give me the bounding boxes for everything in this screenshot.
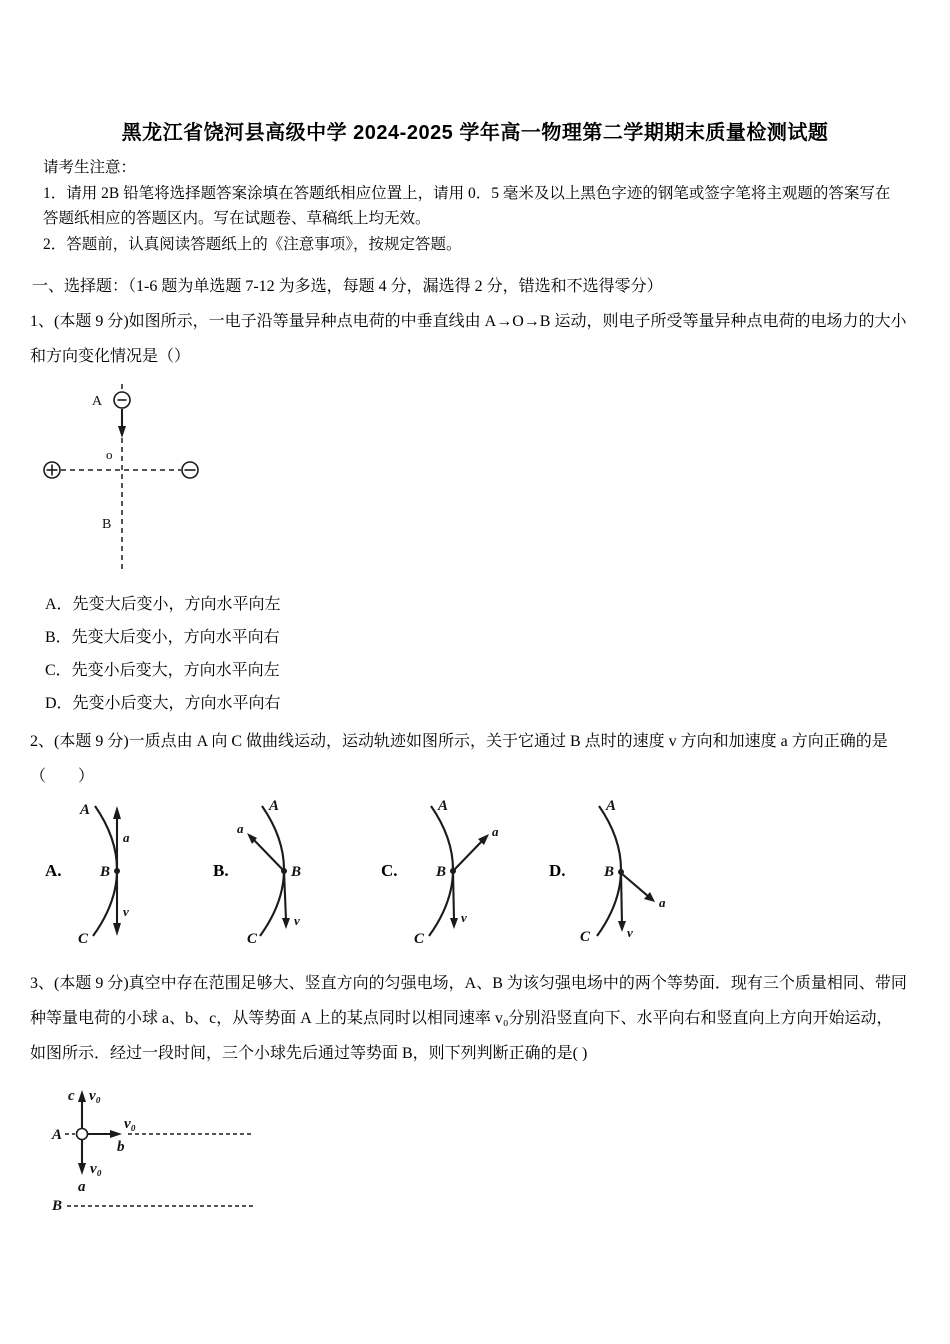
q2-figure-c: [404, 796, 504, 946]
ball-a-label: a: [78, 1179, 86, 1195]
question-2-text: 2、(本题 9 分)一质点由 A 向 C 做曲线运动，运动轨迹如图所示，关于它通过 B 点时的速度 v 方向和加速度 a 方向正确的是（ ）: [30, 733, 888, 785]
label-a-point: A: [437, 798, 448, 814]
q2-figures-row: [45, 796, 950, 946]
label-b-point: B: [290, 864, 301, 880]
q2-option-c-label: C.: [381, 861, 398, 880]
accel-upright-arrow-icon: [453, 834, 489, 871]
q2-option-b-label: B.: [213, 861, 229, 880]
velocity-down-arrow-icon: [113, 871, 121, 936]
electron-icon: [114, 392, 130, 408]
notice-item-2: 2．答题前，认真阅读答题纸上的《注意事项》，按规定答题。: [43, 235, 462, 253]
accel-up-arrow-icon: [113, 806, 121, 871]
label-a-point: A: [79, 802, 90, 818]
plane-b-label: B: [52, 1198, 63, 1214]
accel-label: a: [491, 824, 499, 839]
notice-heading: 请考生注意：: [43, 159, 137, 176]
q2-option-b-cell: [213, 796, 343, 946]
ball-start-point: [77, 1129, 88, 1140]
negative-charge-icon: [182, 462, 198, 478]
accel-downright-arrow-icon: [621, 873, 655, 902]
q1-option-a: A．先变大后变小，方向水平向左: [45, 596, 281, 613]
label-c-point: C: [77, 931, 88, 946]
positive-charge-icon: [44, 462, 60, 478]
q2-option-a-label: A.: [45, 861, 62, 880]
q1-options: [45, 588, 950, 720]
question-1-text: 1、(本题 9 分)如图所示，一电子沿等量异种点电荷的中垂直线由 A→O→B 运动，则电子所受等量异种点电荷的电场力的大小和方向变化情况是（）: [30, 313, 907, 365]
notice-item-1: 1．请用 2B 铅笔将选择题答案涂填在答题纸相应位置上，请用 0．5 毫米及以上黑色字迹的钢笔或签字笔将主观题的答案写在答题纸相应的答题区内。写在试题卷、草稿纸上均无效。: [43, 184, 891, 227]
down-arrow-icon: [118, 409, 126, 438]
velocity-label: v: [460, 910, 467, 925]
page-title: 黑龙江省饶河县高级中学 2024-2025 学年高一物理第二学期期末质量检测试题: [121, 122, 829, 144]
accel-label: a: [236, 821, 244, 836]
q3-figure: [40, 1083, 270, 1223]
question-3-text: 3、(本题 9 分)真空中存在范围足够大、竖直方向的匀强电场，A、B 为该匀强电场中的两个等势面．现有三个质量相同、带同种等量电荷的小球 a、b、c，从等势面 A 上的某点同时以相同速率 v₀分别沿竖直向下、水平向右和竖直向上方向开始运动，如图所示．经过一段时间，三个小球先后通过等势面 B，则下列判断正确的是( ): [30, 975, 907, 1062]
q2-figure-b: [235, 796, 335, 946]
q1-option-c: C．先变小后变大，方向水平向左: [45, 662, 280, 679]
v0-down-label: v₀: [90, 1161, 102, 1177]
v0-right-arrow-icon: [88, 1130, 122, 1138]
q2-figure-d: [572, 796, 672, 946]
velocity-label: v: [122, 904, 129, 919]
label-c-point: C: [579, 929, 590, 945]
accel-label: a: [122, 830, 130, 845]
label-b-point: B: [435, 864, 446, 880]
q1-figure: [34, 378, 214, 576]
q1-option-d: D．先变小后变大，方向水平向右: [45, 695, 281, 712]
q1-label-o: o: [106, 447, 113, 462]
trajectory-curve: [260, 806, 284, 936]
q2-option-c-cell: [381, 796, 511, 946]
plane-a-label: A: [52, 1127, 63, 1143]
q1-label-a: A: [92, 394, 103, 409]
label-c-point: C: [413, 931, 424, 946]
velocity-label: v: [293, 913, 300, 928]
ball-c-label: c: [68, 1088, 75, 1104]
velocity-down-arrow-icon: [450, 871, 458, 929]
v0-down-arrow-icon: [78, 1140, 86, 1175]
ball-b-label: b: [117, 1139, 125, 1155]
notice-block: [43, 155, 905, 257]
velocity-label: v: [626, 925, 633, 940]
label-c-point: C: [246, 931, 257, 946]
v0-right-label: v₀: [124, 1116, 136, 1132]
v0-up-arrow-icon: [78, 1090, 86, 1131]
q2-option-d-label: D.: [549, 861, 566, 880]
label-b-point: B: [603, 864, 614, 880]
label-b-point: B: [99, 864, 110, 880]
q1-label-b: B: [102, 517, 112, 532]
accel-label: a: [658, 895, 666, 910]
q2-figure-a: [68, 796, 168, 946]
section-heading: 一、选择题：（1-6 题为单选题 7-12 为多选，每题 4 分，漏选得 2 分，错选和不选得零分）: [32, 278, 663, 295]
v0-up-label: v₀: [89, 1088, 101, 1104]
q2-option-a-cell: [45, 796, 175, 946]
q2-option-d-cell: [549, 796, 679, 946]
q1-option-b: B．先变大后变小，方向水平向右: [45, 629, 280, 646]
label-a-point: A: [268, 798, 279, 814]
label-a-point: A: [605, 798, 616, 814]
